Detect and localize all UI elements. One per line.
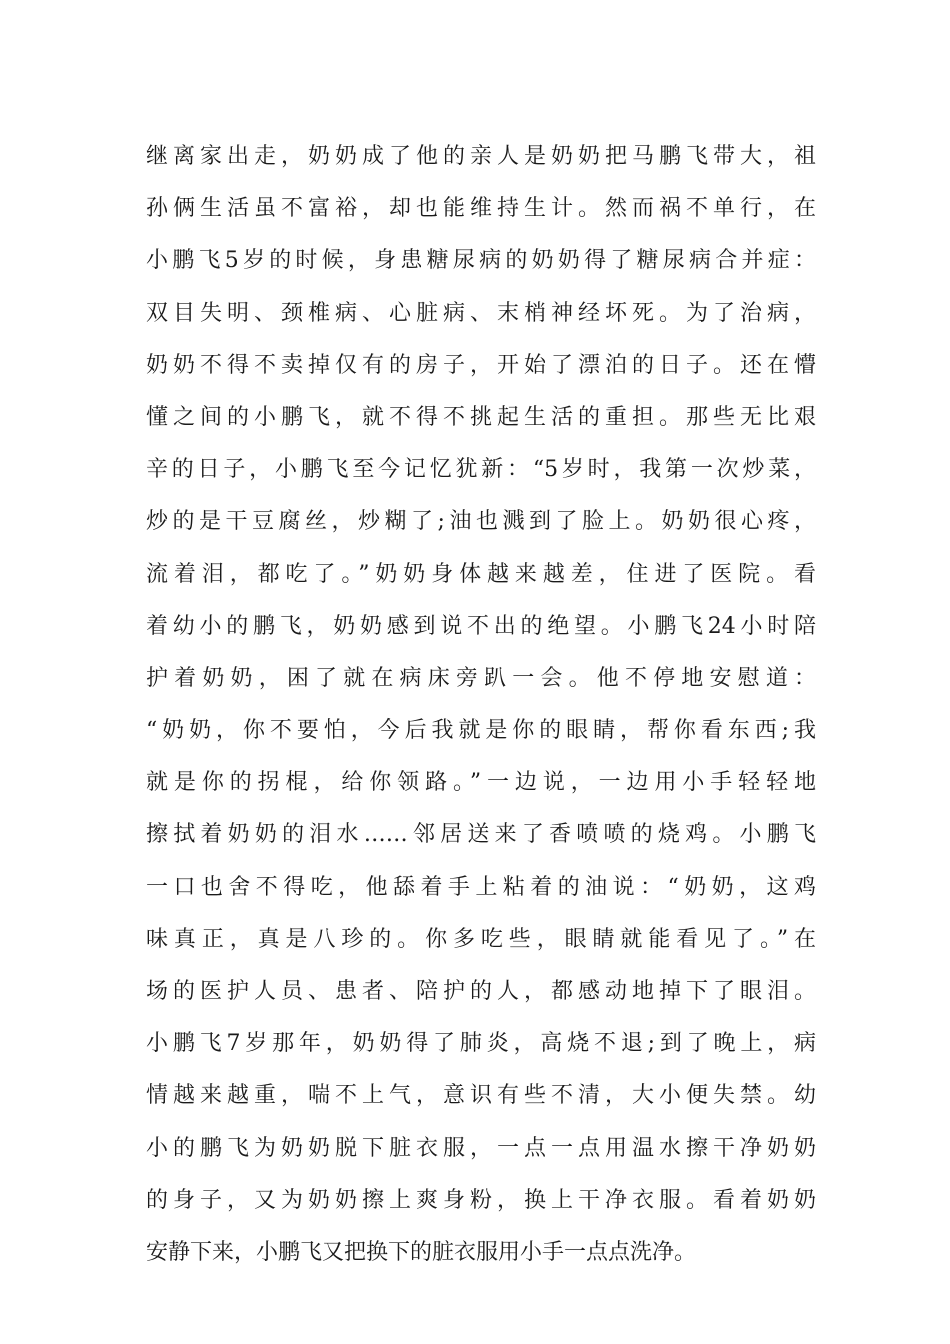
text-line: “奶奶，你不要怕，今后我就是你的眼睛，帮你看东西;我 [146,718,816,744]
text-line: 小的鹏飞为奶奶脱下脏衣服，一点一点用温水擦干净奶奶 [146,1135,816,1161]
body-text [146,131,816,1279]
text-line: 奶奶不得不卖掉仅有的房子，开始了漂泊的日子。还在懵 [146,352,816,378]
text-line: 孙俩生活虽不富裕，却也能维持生计。然而祸不单行，在 [146,196,816,222]
text-line: 护着奶奶，困了就在病床旁趴一会。他不停地安慰道： [146,665,816,691]
text-line: 辛的日子，小鹏飞至今记忆犹新：“5岁时，我第一次炒菜， [146,457,816,483]
text-line: 情越来越重，喘不上气，意识有些不清，大小便失禁。幼 [146,1083,816,1109]
text-line: 小鹏飞7岁那年，奶奶得了肺炎，高烧不退;到了晚上，病 [146,1031,816,1057]
text-line: 擦拭着奶奶的泪水……邻居送来了香喷喷的烧鸡。小鹏飞 [146,822,816,848]
text-line: 流着泪，都吃了。”奶奶身体越来越差，住进了医院。看 [146,561,816,587]
text-line: 安静下来，小鹏飞又把换下的脏衣服用小手一点点洗净。 [146,1239,697,1265]
text-line: 着幼小的鹏飞，奶奶感到说不出的绝望。小鹏飞24小时陪 [146,613,816,639]
text-line: 继离家出走，奶奶成了他的亲人是奶奶把马鹏飞带大，祖 [146,144,816,169]
text-line: 懂之间的小鹏飞，就不得不挑起生活的重担。那些无比艰 [146,404,816,430]
text-line: 就是你的拐棍，给你领路。”一边说，一边用小手轻轻地 [146,770,816,796]
text-line: 一口也舍不得吃，他舔着手上粘着的油说：“奶奶，这鸡 [146,874,816,900]
text-line: 的身子，又为奶奶擦上爽身粉，换上干净衣服。看着奶奶 [146,1187,816,1213]
text-line: 味真正，真是八珍的。你多吃些，眼睛就能看见了。”在 [146,926,816,952]
text-line: 双目失明、颈椎病、心脏病、末梢神经坏死。为了治病， [146,300,816,326]
text-line: 场的医护人员、患者、陪护的人，都感动地掉下了眼泪。 [146,979,816,1004]
text-line: 小鹏飞5岁的时候，身患糖尿病的奶奶得了糖尿病合并症： [146,248,816,274]
text-line: 炒的是干豆腐丝，炒糊了;油也溅到了脸上。奶奶很心疼， [146,509,816,535]
